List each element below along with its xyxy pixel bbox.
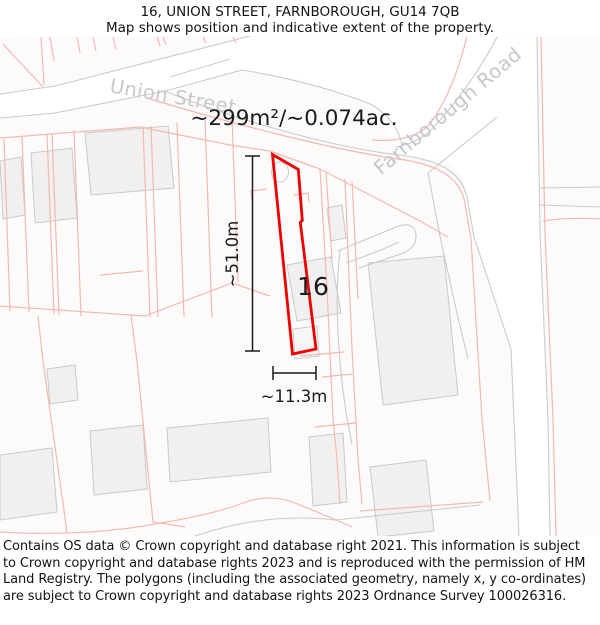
height-measure-label: ~51.0m <box>223 220 242 288</box>
width-measure-label: ~11.3m <box>260 387 328 406</box>
building <box>370 460 434 536</box>
property-number-label: 16 <box>297 272 329 301</box>
building <box>90 425 147 495</box>
building <box>167 418 271 482</box>
map-header <box>0 0 600 36</box>
map-canvas <box>0 36 600 536</box>
street-label-union-street: Union Street <box>108 74 239 119</box>
map-container <box>0 36 600 536</box>
map-subtitle: Map shows position and indicative extent of the property. <box>105 20 495 36</box>
building <box>309 433 347 506</box>
building <box>47 365 78 404</box>
copyright-notice: Contains OS data © Crown copyright and database right 2021. This information is subject to Crown copyright and database rights 2023 and is reproduced with the permission of HM Land Registry. The polygons (including the associated geometry, namely x, y co-ordinates) are subject to Crown copyright and database rights 2023 Ordnance Survey 100026316. <box>3 539 586 604</box>
building <box>0 157 25 219</box>
street-label-farnborough-road: Farnborough Road <box>369 42 527 180</box>
building <box>0 448 57 520</box>
property-address-title: 16, UNION STREET, FARNBOROUGH, GU14 7QB <box>140 4 460 20</box>
area-label: ~299m²/~0.074ac. <box>190 106 398 131</box>
building <box>85 126 174 195</box>
building <box>368 256 458 405</box>
